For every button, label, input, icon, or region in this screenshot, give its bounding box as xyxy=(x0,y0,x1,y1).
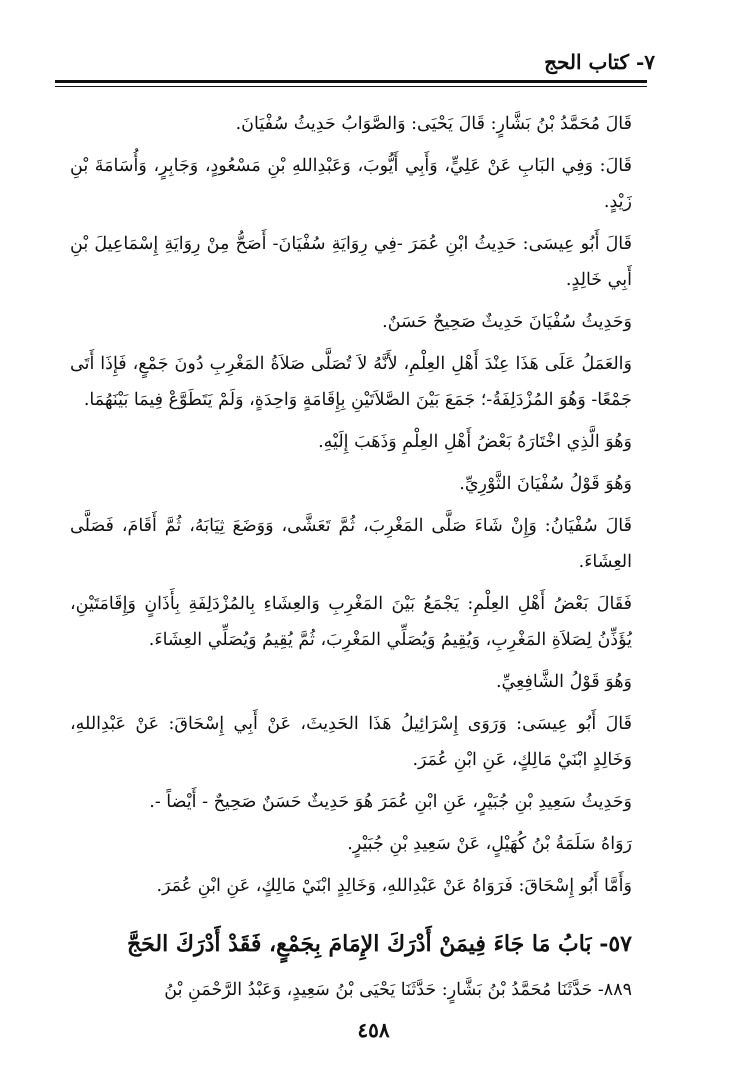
paragraph: رَوَاهُ سَلَمَةُ بْنُ كُهَيْلٍ، عَنْ سَعِيدِ بْنِ جُبَيْرٍ. xyxy=(347,834,632,854)
paragraph: قَالَ أَبُو عِيسَى: حَدِيثُ ابْنِ عُمَرَ -فِي رِوَايَةِ سُفْيَانَ- أَصَحُّ مِنْ رِوَايَةِ إِسْمَاعِيلَ بْنِ أَبِي خَالِدٍ. xyxy=(70,234,632,290)
paragraph: وَحَدِيثُ سُفْيَانَ حَدِيثٌ صَحِيحٌ حَسَنٌ. xyxy=(382,312,632,332)
hadith-paragraph: ٨٨٩- حَدَّثَنَا مُحَمَّدُ بْنُ بَشَّارٍ: حَدَّثَنَا يَحْيَى بْنُ سَعِيدٍ، وَعَبْدُ الرَّحْمَنِ بْنُ xyxy=(164,980,632,1000)
header-rule-thin xyxy=(55,86,647,87)
paragraph: قَالَ أَبُو عِيسَى: وَرَوَى إِسْرَائِيلُ هَذَا الحَدِيثَ، عَنْ أَبِي إِسْحَاقَ: عَنْ عَبْدِاللهِ، وَخَالِدٍ ابْنَيْ مَالِكٍ، عَنِ ابْنِ عُمَرَ. xyxy=(70,714,632,770)
paragraph: وَهُوَ قَوْلُ سُفْيَانَ الثَّوْرِيِّ. xyxy=(459,474,632,494)
paragraph: قَالَ: وَفِي البَابِ عَنْ عَلِيٍّ، وَأَبِي أَيُّوبَ، وَعَبْدِاللهِ بْنِ مَسْعُودٍ، وَجَابِرٍ، وَأُسَامَةَ بْنِ زَيْدٍ. xyxy=(70,156,632,212)
paragraph: فَقَالَ بَعْضُ أَهْلِ العِلْمِ: يَجْمَعُ بَيْنَ المَغْرِبِ وَالعِشَاءِ بِالمُزْدَلِفَةِ بِأَذَانٍ وَإِقَامَتَيْنِ، يُؤَذِّنُ لِصَلاَةِ المَغْرِبِ، وَيُقِيمُ وَيُصَلِّي المَغْرِبَ، ثُمَّ يُقِيمُ وَيُصَلِّي العِشَاءَ. xyxy=(70,594,632,650)
paragraph: وَالعَمَلُ عَلَى هَذَا عِنْدَ أَهْلِ العِلْمِ، لأَنَّهُ لاَ تُصَلَّى صَلاَةُ المَغْرِبِ دُونَ جَمْعٍ، فَإِذَا أَتَى جَمْعًا- وَهُوَ المُزْدَلِفَةُ-؛ جَمَعَ بَيْنَ الصَّلاَتَيْنِ بِإِقَامَةٍ وَاحِدَةٍ، وَلَمْ يَتَطَوَّعْ فِيمَا بَيْنَهُمَا. xyxy=(70,354,632,410)
paragraph: وَهُوَ الَّذِي اخْتَارَهُ بَعْضُ أَهْلِ العِلْمِ وَذَهَبَ إِلَيْهِ. xyxy=(318,432,632,452)
paragraph: قَالَ مُحَمَّدُ بْنُ بَشَّارٍ: قَالَ يَحْيَى: وَالصَّوَابُ حَدِيثُ سُفْيَانَ. xyxy=(235,114,632,134)
page-number: ٤٥٨ xyxy=(357,1018,390,1042)
paragraph: وَحَدِيثُ سَعِيدِ بْنِ جُبَيْرٍ، عَنِ ابْنِ عُمَرَ هُوَ حَدِيثٌ حَسَنٌ صَحِيحٌ - أَيْضاً -. xyxy=(149,792,632,812)
paragraph: قَالَ سُفْيَانُ: وَإِنْ شَاءَ صَلَّى المَغْرِبَ، ثُمَّ تَعَشَّى، وَوَضَعَ ثِيَابَهُ، ثُمَّ أَقَامَ، فَصَلَّى العِشَاءَ. xyxy=(70,516,632,572)
page-body xyxy=(70,106,632,1008)
header-rule-thick xyxy=(55,80,647,83)
chapter-heading: ٥٧- بَابُ مَا جَاءَ فِيمَنْ أَدْرَكَ الإِمَامَ بِجَمْعٍ، فَقَدْ أَدْرَكَ الحَجَّ xyxy=(126,931,632,957)
paragraph: وَهُوَ قَوْلُ الشَّافِعِيِّ. xyxy=(495,672,632,692)
paragraph: وَأَمَّا أَبُو إِسْحَاقَ: فَرَوَاهُ عَنْ عَبْدِاللهِ، وَخَالِدٍ ابْنَيْ مَالِكٍ، عَنِ ابْنِ عُمَرَ. xyxy=(156,876,632,896)
running-header: ٧- كتاب الحج xyxy=(544,50,655,74)
